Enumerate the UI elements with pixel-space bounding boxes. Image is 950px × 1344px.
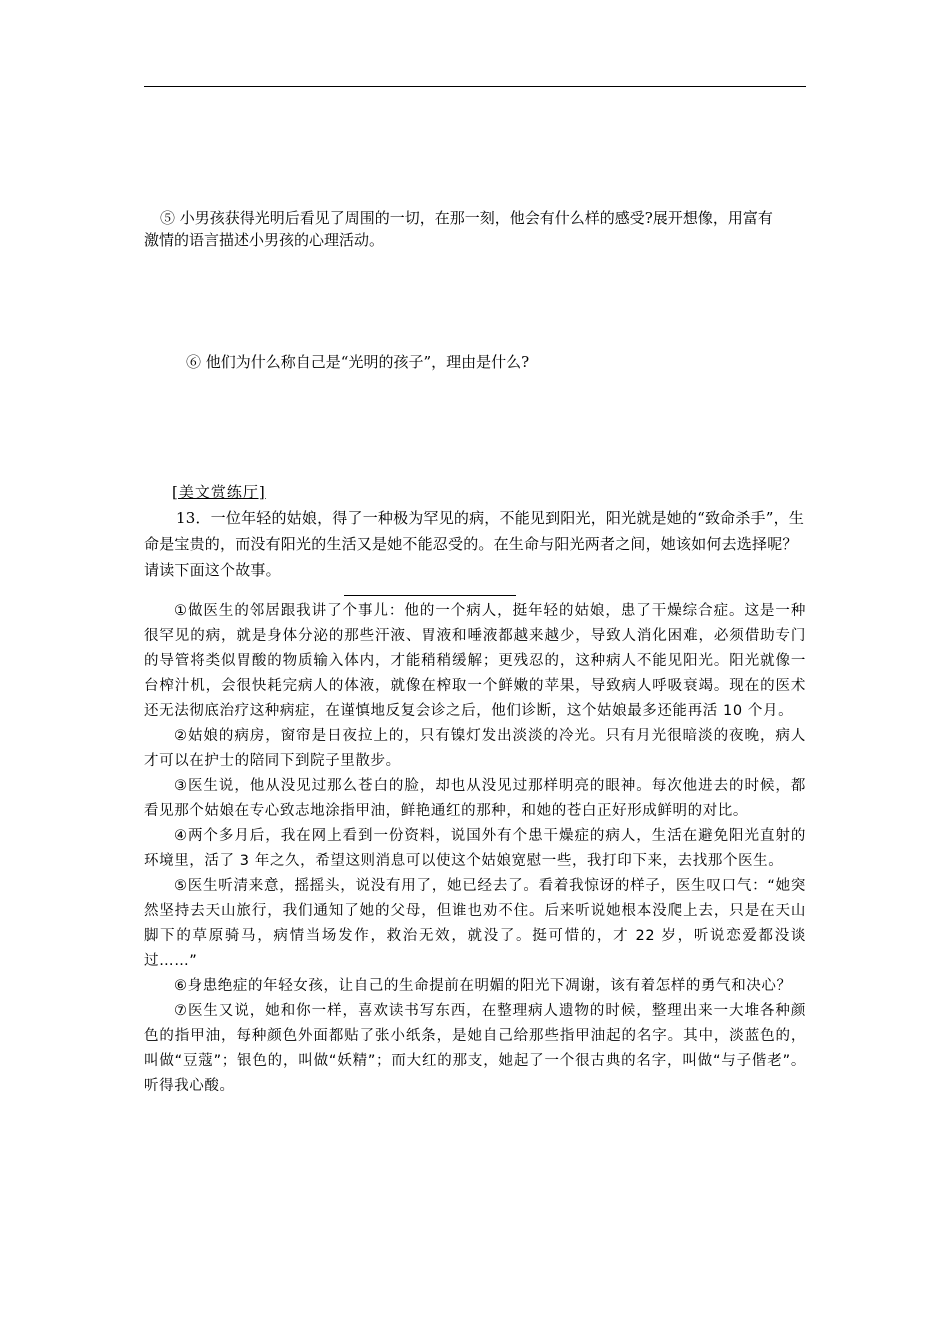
story-paragraph-7: ⑦医生又说，她和你一样，喜欢读书写东西，在整理病人遗物的时候，整理出来一大堆各种颜色的指甲油，每种颜色外面都贴了张小纸条，是她自己给那些指甲油起的名字。其中，淡蓝色的，叫做“豆蔻”；银色的，叫做“妖精”；而大红的那支，她起了一个很古典的名字，叫做“与子偕老”。听得我心酸。: [144, 1003, 806, 1094]
question-13-intro: 13．一位年轻的姑娘，得了一种极为罕见的病，不能见到阳光，阳光就是她的“致命杀手”，生命是宝贵的，而没有阳光的生活又是她不能忍受的。在生命与阳光两者之间，她该如何去选择呢？请读下面这个故事。: [144, 509, 805, 579]
story-paragraph-1: ①做医生的邻居跟我讲了个事儿：他的一个病人，挺年轻的姑娘，患了干燥综合症。这是一种很罕见的病，就是身体分泌的那些汗液、胃液和唾液都越来越少，导致人消化困难，必须借助专门的导管将类似胃酸的物质输入体内，才能稍稍缓解；更残忍的，这种病人不能见阳光。阳光就像一台榨汁机，会很快耗完病人的体液，就像在榨取一个鲜嫩的苹果，导致病人呼吸衰竭。现在的医术还无法彻底治疗这种病症，在谨慎地反复会诊之后，他们诊断，这个姑娘最多还能再活 10 个月。: [144, 603, 806, 719]
story-paragraph-4: ④两个多月后，我在网上看到一份资料，说国外有个患干燥症的病人，生活在避免阳光直射的环境里，活了 3 年之久，希望这则消息可以使这个姑娘宽慰一些，我打印下来，去找那个医生。: [144, 828, 806, 869]
question-5: ⑤ 小男孩获得光明后看见了周围的一切，在那一刻，他会有什么样的感受?展开想像，用富有激情的语言描述小男孩的心理活动。: [144, 209, 773, 249]
story-paragraph-3: ③医生说，他从没见过那么苍白的脸，却也从没见过那样明亮的眼神。每次他进去的时候，都看见那个姑娘在专心致志地涂指甲油，鲜艳通红的那种，和她的苍白正好形成鲜明的对比。: [144, 778, 806, 819]
question-6: ⑥ 他们为什么称自己是“光明的孩子”，理由是什么?: [186, 353, 530, 371]
title-divider: [344, 595, 516, 596]
story-paragraph-6: ⑥身患绝症的年轻女孩，让自己的生命提前在明媚的阳光下凋谢，该有着怎样的勇气和决心？: [174, 978, 792, 994]
header-rule: [144, 86, 806, 87]
story-paragraph-5: ⑤医生听清来意，摇摇头，说没有用了，她已经去了。看着我惊讶的样子，医生叹口气：“她突然坚持去天山旅行，我们通知了她的父母，但谁也劝不住。后来听说她根本没爬上去，只是在天山脚下的草原骑马，病情当场发作，救治无效，就没了。挺可惜的，才 22 岁，听说恋爱都没谈过……”: [144, 878, 806, 969]
section-title: [美文赏练厅]: [172, 483, 266, 501]
story-paragraph-2: ②姑娘的病房，窗帘是日夜拉上的，只有镍灯发出淡淡的冷光。只有月光很暗淡的夜晚，病人才可以在护士的陪同下到院子里散步。: [144, 728, 806, 769]
story-text: [144, 599, 806, 1099]
